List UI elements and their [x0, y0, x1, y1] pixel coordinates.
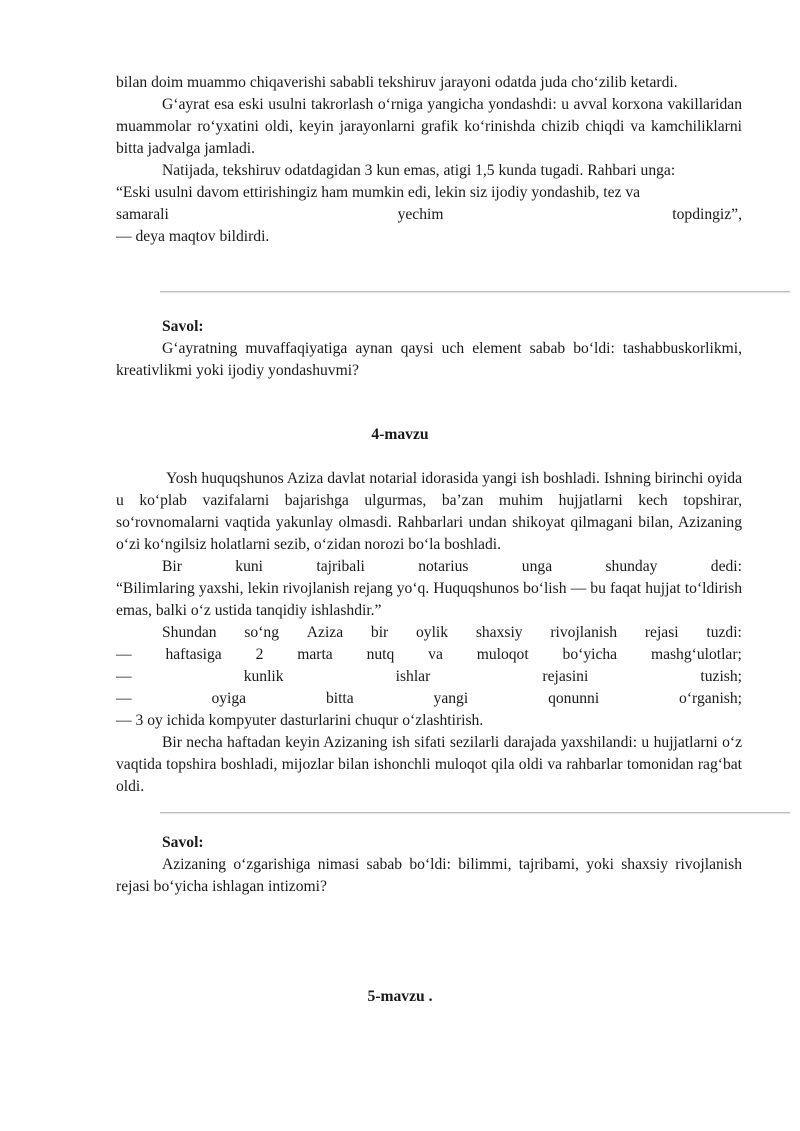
- word: muloqot: [476, 646, 529, 663]
- word: va: [428, 646, 443, 663]
- word: nutq: [366, 646, 395, 663]
- question-block: [116, 832, 742, 898]
- section-heading: 5-mavzu .: [367, 988, 433, 1005]
- paragraph-line: [116, 622, 742, 644]
- paragraph: Yosh huquqshunos Aziza davlat notarial idorasida yangi ish boshladi. Ishning birinchi oyida u ko‘plab vazifalarni bajarishga ulgurmas, ba’zan muhim hujjatlarni kech topshirar, so‘rovnomalarni vaqtida yakunlay olmasdi. Rahbarlari undan shikoyat qilmagani bilan, Azizaning o‘zi ko‘ngilsiz holatlarni sezib, o‘zidan norozi bo‘la boshladi.: [116, 470, 742, 553]
- word: oyiga: [211, 690, 247, 707]
- word: o‘rganish;: [679, 690, 742, 707]
- word: bo‘yicha: [562, 646, 618, 663]
- quote: “Bilimlaring yaxshi, lekin rivojlanish rejang yo‘q. Huquqshunos bo‘lish — bu faqat hujjat to‘ldirish emas, balki o‘z ustida tanqidiy ishlashdir.”: [116, 580, 742, 619]
- list-item: [116, 644, 742, 666]
- paragraph: bilan doim muammo chiqaverishi sababli tekshiruv jarayoni odatda juda cho‘zilib ketardi.: [116, 74, 678, 91]
- quote-word: topdingiz”,: [672, 206, 742, 223]
- word: oylik: [415, 624, 449, 641]
- word: unga: [521, 558, 553, 575]
- word: Bir: [162, 558, 182, 575]
- paragraph: Bir necha haftadan keyin Azizaning ish sifati sezilarli darajada yaxshilandi: u hujjatlarni o‘z vaqtida topshira boshladi, mijozlar bilan ishonchli muloqot qila oldi va rahbarlar tomonidan rag‘bat oldi.: [116, 734, 742, 795]
- question-label: Savol:: [162, 318, 204, 335]
- divider: [160, 812, 790, 813]
- word: —: [116, 690, 132, 707]
- word: rejasi: [644, 624, 679, 641]
- word: Shundan: [162, 624, 217, 641]
- word: mashg‘ulotlar;: [650, 646, 742, 663]
- paragraph: Natijada, tekshiruv odatdagidan 3 kun emas, atigi 1,5 kunda tugadi. Rahbari unga:: [162, 162, 676, 179]
- section-heading: 4-mavzu: [371, 426, 429, 443]
- word: dedi:: [710, 558, 742, 575]
- list-item: [116, 666, 742, 688]
- word: shunday: [605, 558, 658, 575]
- quote-word: samarali: [116, 206, 169, 223]
- word: shaxsiy: [475, 624, 523, 641]
- quote-line: “Eski usulni davom ettirishingiz ham mumkin edi, lekin siz ijodiy yondashib, tez va: [116, 184, 641, 201]
- question-text: Azizaning o‘zgarishiga nimasi sabab bo‘ldi: bilimmi, tajribami, yoki shaxsiy rivojlanish rejasi bo‘yicha ishlagan intizomi?: [116, 856, 742, 895]
- section-2-text: [116, 468, 742, 798]
- word: tajribali: [316, 558, 365, 575]
- word: kunlik: [243, 668, 284, 685]
- word: so‘ng: [244, 624, 279, 641]
- question-text: G‘ayratning muvaffaqiyatiga aynan qaysi uch element sabab bo‘ldi: tashabbuskorlikmi, kreativlikmi yoki ijodiy yondashuvmi?: [116, 340, 742, 379]
- word: rejasini: [542, 668, 589, 685]
- word: notarius: [418, 558, 469, 575]
- quote-line: [116, 204, 742, 226]
- word: 2: [255, 646, 264, 663]
- paragraph-line: [116, 556, 742, 578]
- word: marta: [297, 646, 333, 663]
- word: rivojlanish: [550, 624, 618, 641]
- word: bitta: [325, 690, 354, 707]
- list-item: [116, 688, 742, 710]
- word: yangi: [433, 690, 469, 707]
- word: haftasiga: [165, 646, 222, 663]
- word: —: [116, 646, 132, 663]
- divider: [160, 291, 790, 292]
- section-1-text: [116, 72, 742, 248]
- quote-word: yechim: [397, 206, 444, 223]
- word: —: [116, 668, 132, 685]
- word: kuni: [235, 558, 264, 575]
- word: tuzdi:: [706, 624, 742, 641]
- list-item: — 3 oy ichida kompyuter dasturlarini chuqur o‘zlashtirish.: [116, 712, 484, 729]
- word: qonunni: [548, 690, 600, 707]
- quote-line: — deya maqtov bildirdi.: [116, 228, 270, 245]
- question-label: Savol:: [162, 834, 204, 851]
- word: ishlar: [395, 668, 431, 685]
- question-block: [116, 316, 742, 382]
- word: Aziza: [306, 624, 344, 641]
- word: bir: [370, 624, 389, 641]
- paragraph: G‘ayrat esa eski usulni takrorlash o‘rniga yangicha yondashdi: u avval korxona vakillaridan muammolar ro‘yxatini oldi, keyin jarayonlarni grafik ko‘rinishda chizib chiqdi va kamchiliklarni bitta jadvalga jamladi.: [116, 96, 742, 157]
- word: tuzish;: [700, 668, 742, 685]
